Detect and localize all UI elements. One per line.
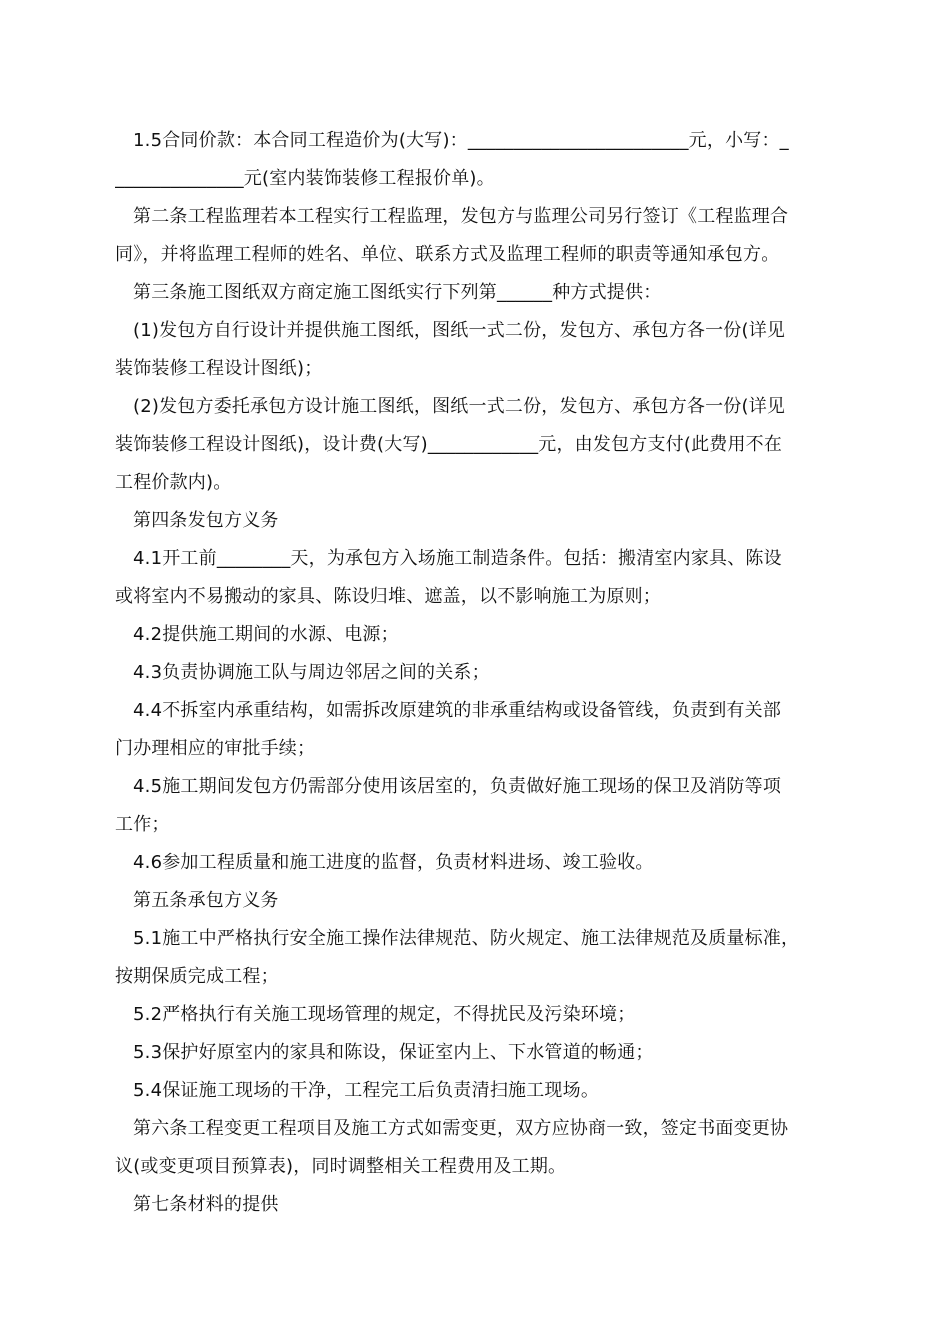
document-line: 第三条施工图纸双方商定施工图纸实行下列第______种方式提供： bbox=[133, 282, 662, 303]
document-line: 议(或变更项目预算表)，同时调整相关工程费用及工期。 bbox=[115, 1156, 567, 1177]
document-line: 工作； bbox=[115, 814, 170, 835]
document-line: 第六条工程变更工程项目及施工方式如需变更，双方应协商一致，签定书面变更协 bbox=[133, 1118, 789, 1139]
document-line: (2)发包方委托承包方设计施工图纸，图纸一式二份，发包方、承包方各一份(详见 bbox=[133, 396, 786, 417]
document-line: 1.5合同价款：本合同工程造价为(大写)：________________________元，小写：_ bbox=[133, 130, 789, 151]
document-line: 5.3保护好原室内的家具和陈设，保证室内上、下水管道的畅通； bbox=[133, 1042, 654, 1063]
document-line: ______________元(室内装饰装修工程报价单)。 bbox=[115, 168, 495, 189]
document-line: 5.1施工中严格执行安全施工操作法律规范、防火规定、施工法律规范及质量标准， bbox=[133, 928, 800, 949]
document-line: 5.2严格执行有关施工现场管理的规定，不得扰民及污染环境； bbox=[133, 1004, 636, 1025]
document-line: (1)发包方自行设计并提供施工图纸，图纸一式二份，发包方、承包方各一份(详见 bbox=[133, 320, 786, 341]
document-line: 第二条工程监理若本工程实行工程监理，发包方与监理公司另行签订《工程监理合 bbox=[133, 206, 789, 227]
document-line: 同》，并将监理工程师的姓名、单位、联系方式及监理工程师的职责等通知承包方。 bbox=[115, 244, 780, 265]
document-line: 按期保质完成工程； bbox=[115, 966, 279, 987]
document-line: 4.2提供施工期间的水源、电源； bbox=[133, 624, 399, 645]
document-line: 或将室内不易搬动的家具、陈设归堆、遮盖，以不影响施工为原则； bbox=[115, 586, 661, 607]
document-line: 第五条承包方义务 bbox=[133, 890, 279, 911]
document-line: 装饰装修工程设计图纸)，设计费(大写)____________元，由发包方支付(此费用不在 bbox=[115, 434, 783, 455]
document-line: 门办理相应的审批手续； bbox=[115, 738, 316, 759]
document-line: 4.1开工前________天，为承包方入场施工制造条件。包括：搬清室内家具、陈设 bbox=[133, 548, 782, 569]
document-line: 工程价款内)。 bbox=[115, 472, 232, 493]
document-line: 4.6参加工程质量和施工进度的监督，负责材料进场、竣工验收。 bbox=[133, 852, 654, 873]
document-body bbox=[115, 122, 843, 1224]
document-line: 装饰装修工程设计图纸)； bbox=[115, 358, 323, 379]
document-line: 第七条材料的提供 bbox=[133, 1194, 279, 1215]
document-line: 4.5施工期间发包方仍需部分使用该居室的，负责做好施工现场的保卫及消防等项 bbox=[133, 776, 782, 797]
document-line: 4.4不拆室内承重结构，如需拆改原建筑的非承重结构或设备管线，负责到有关部 bbox=[133, 700, 782, 721]
document-line: 第四条发包方义务 bbox=[133, 510, 279, 531]
document-line: 5.4保证施工现场的干净，工程完工后负责清扫施工现场。 bbox=[133, 1080, 600, 1101]
document-line: 4.3负责协调施工队与周边邻居之间的关系； bbox=[133, 662, 490, 683]
